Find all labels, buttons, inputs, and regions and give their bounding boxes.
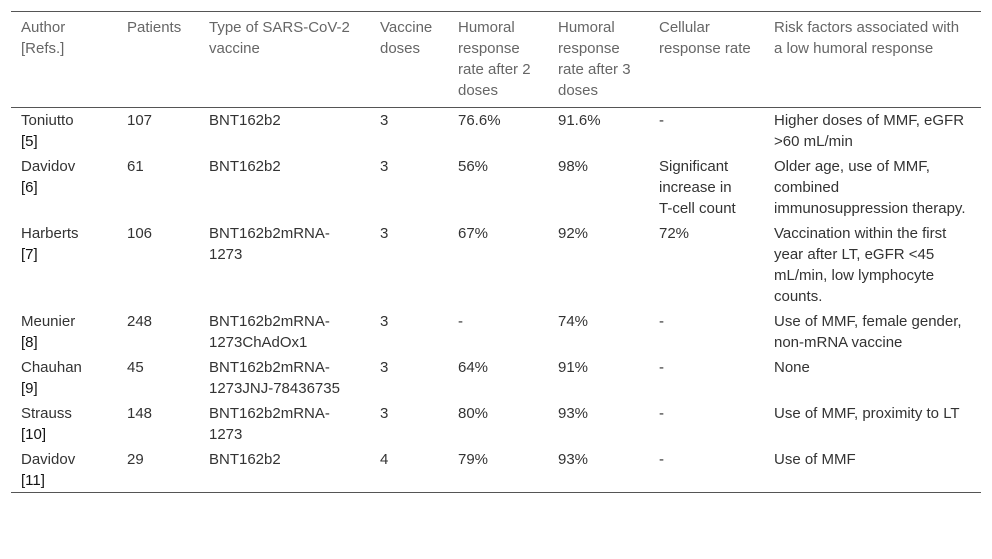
cell-cellular: - xyxy=(659,405,664,422)
cell-cellular: - xyxy=(659,451,664,468)
cell-humoral-2: - xyxy=(458,313,463,330)
cell-risk: Use of MMF, female gender, non-mRNA vaccine xyxy=(774,313,962,351)
header-vaccine-type: Type of SARS-CoV-2 vaccine xyxy=(209,19,350,57)
table-header-row xyxy=(11,12,981,108)
reference-link[interactable]: [11] xyxy=(21,472,45,489)
cell-doses: 3 xyxy=(380,313,389,330)
cell-patients: 61 xyxy=(127,158,144,175)
cell-risk: None xyxy=(774,359,810,376)
cell-doses: 3 xyxy=(380,405,389,422)
cell-cellular: - xyxy=(659,112,664,129)
cell-humoral-3: 74% xyxy=(558,313,589,330)
cell-vaccine: BNT162b2 xyxy=(209,451,281,468)
cell-author xyxy=(11,153,117,220)
cell-cellular: 72% xyxy=(659,225,690,242)
vaccine-response-table xyxy=(11,11,981,493)
cell-patients: 29 xyxy=(127,451,144,468)
table-row xyxy=(11,400,981,446)
author-name: Meunier xyxy=(21,313,76,330)
reference-link[interactable]: [10] xyxy=(21,426,47,443)
cell-humoral-2: 76.6% xyxy=(458,112,501,129)
cell-humoral-3: 93% xyxy=(558,451,589,468)
table-row xyxy=(11,354,981,400)
cell-cellular: - xyxy=(659,359,664,376)
cell-patients: 248 xyxy=(127,313,153,330)
cell-author xyxy=(11,354,117,400)
cell-humoral-3: 92% xyxy=(558,225,589,242)
cell-cellular: - xyxy=(659,313,664,330)
table-row xyxy=(11,220,981,308)
cell-risk: Use of MMF, proximity to LT xyxy=(774,405,960,422)
header-humoral-3-doses: Humoral response rate after 3 doses xyxy=(558,19,631,99)
cell-vaccine: BNT162b2mRNA-1273 xyxy=(209,405,330,443)
cell-vaccine: BNT162b2mRNA-1273JNJ-78436735 xyxy=(209,359,340,397)
reference-link[interactable]: [6] xyxy=(21,179,38,196)
cell-doses: 3 xyxy=(380,158,389,175)
table-row xyxy=(11,308,981,354)
cell-author xyxy=(11,400,117,446)
header-vaccine-doses: Vaccine doses xyxy=(380,19,433,57)
cell-vaccine: BNT162b2mRNA-1273 xyxy=(209,225,330,263)
header-patients: Patients xyxy=(127,19,182,36)
cell-doses: 3 xyxy=(380,359,389,376)
reference-link[interactable]: [5] xyxy=(21,133,38,150)
author-name: Davidov xyxy=(21,451,76,468)
cell-vaccine: BNT162b2 xyxy=(209,158,281,175)
reference-link[interactable]: [8] xyxy=(21,334,38,351)
header-cellular-response: Cellular response rate xyxy=(659,19,751,57)
cell-patients: 106 xyxy=(127,225,153,242)
cell-humoral-3: 93% xyxy=(558,405,589,422)
cell-humoral-2: 56% xyxy=(458,158,489,175)
cell-cellular: Significant increase in T-cell count xyxy=(659,158,736,217)
cell-humoral-3: 91.6% xyxy=(558,112,601,129)
cell-humoral-2: 79% xyxy=(458,451,489,468)
cell-humoral-3: 98% xyxy=(558,158,589,175)
author-name: Toniutto xyxy=(21,112,74,129)
reference-link[interactable]: [7] xyxy=(21,246,38,263)
cell-humoral-2: 80% xyxy=(458,405,489,422)
cell-humoral-3: 91% xyxy=(558,359,589,376)
author-name: Chauhan xyxy=(21,359,82,376)
table-row xyxy=(11,446,981,493)
cell-risk: Vaccination within the first year after LT, eGFR <45 mL/min, low lymphocyte counts. xyxy=(774,225,947,305)
header-risk-factors: Risk factors associated with a low humoral response xyxy=(774,19,960,57)
cell-vaccine: BNT162b2mRNA-1273ChAdOx1 xyxy=(209,313,330,351)
table-row xyxy=(11,153,981,220)
cell-author xyxy=(11,308,117,354)
table-row xyxy=(11,108,981,154)
author-name: Strauss xyxy=(21,405,72,422)
cell-patients: 107 xyxy=(127,112,153,129)
cell-humoral-2: 67% xyxy=(458,225,489,242)
author-name: Davidov xyxy=(21,158,76,175)
cell-risk: Use of MMF xyxy=(774,451,856,468)
cell-patients: 148 xyxy=(127,405,153,422)
cell-patients: 45 xyxy=(127,359,144,376)
cell-author xyxy=(11,220,117,308)
cell-doses: 3 xyxy=(380,112,389,129)
header-humoral-2-doses: Humoral response rate after 2 doses xyxy=(458,19,531,99)
reference-link[interactable]: [9] xyxy=(21,380,38,397)
cell-author xyxy=(11,108,117,154)
cell-risk: Older age, use of MMF, combined immunosuppression therapy. xyxy=(774,158,966,217)
author-name: Harberts xyxy=(21,225,79,242)
cell-vaccine: BNT162b2 xyxy=(209,112,281,129)
cell-humoral-2: 64% xyxy=(458,359,489,376)
cell-doses: 3 xyxy=(380,225,389,242)
cell-author xyxy=(11,446,117,493)
header-author: Author [Refs.] xyxy=(21,19,66,57)
cell-doses: 4 xyxy=(380,451,389,468)
cell-risk: Higher doses of MMF, eGFR >60 mL/min xyxy=(774,112,965,150)
